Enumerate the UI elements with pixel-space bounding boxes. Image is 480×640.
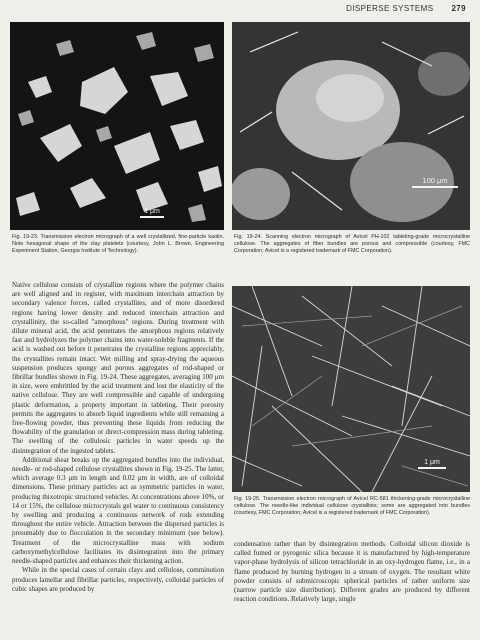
scale-bar-label: 1 μm xyxy=(424,459,440,466)
paragraph: condensation rather than by disintegration methods. Colloidal silicon dioxide is called fumed or pyrogenic silica because it is manufactured by high-temperature vapor-phase hydrolysis of silicon tetrachloride in an oxy-hydrogen flame, i.e., in a flame produced by burning hydrogen in a stream of oxygen. The resultant white powder consists of submicroscopic spherical particles of rather uniform size (narrow particle size distribution). Different grades are produced by different reaction conditions. Relatively large, single xyxy=(234,540,470,604)
paragraph: Additional shear breaks up the aggregated bundles into the individual, needle- or rod-shaped cellulose crystallites shown in Fig. 19-25. The latter, which average 0.3 μm in length and 0.02 μm in width, are of colloidal dimensions. These primary particles act as symmetric particles in water, producing thixotropic structured vehicles. At concentrations above 10%, or 14 or 15%, the cellulose microcrystals gel water to continuous consistency by swelling and producing a continuous network of rods extending throughout the entire vehicle. Attraction between the dispersed particles is presumably due to flocculation in the secondary minimum (see below). Treatment of the microcrystalline mass with sodium carboxymethylcellulose facilitates its disintegration into the primary needle-shaped particles and enhances their thickening action. xyxy=(12,455,224,566)
scale-bar-fig-19-24 xyxy=(412,176,458,188)
figure-caption-19-25: Fig. 19-25. Transmission electron micrograph of Avicel RC-581 thickening-grade microcrystalline cellulose. The needle-like individual cellulose crystallites; some are aggregated into bundles (courtesy, FMC Corporation; Avicel is a registered trademark of FMC Corporation). xyxy=(234,496,470,517)
paragraph: Native cellulose consists of crystalline regions where the polymer chains are well aligned and in register, with maximum interchain attraction by secondary valence forces, called crystallites, and of more disordered regions having lower density and reduced interchain attraction and crystallinity, the so-called "amorphous" regions. During treatment with dilute mineral acid, the acid penetrates the amorphous regions relatively fast and hydrolyzes the polymer chains into water-soluble fragments. If the acid is washed out before it penetrates the crystalline regions appreciably, the crystallites remain intact. Wet milling and spray-drying the aqueous suspension produces spongy and porous aggregates of rod-shaped or fibrillar bundles shown in Fig. 19-24. These aggregates, averaging 100 μm in size, were embrittled by the acid treatment and lost the elasticity of the native cellulose. They are well compressible and capable of undergoing plastic deformation, a property important in tableting. Their porosity permits the aggregates to absorb liquid ingredients while still remaining a free-flowing powder, thus preventing these liquids from reducing the flowability of the granulation or direct-compression mass during tableting. The swelling of the cellulosic particles in water speeds up the disintegration of the ingested tablets. xyxy=(12,281,224,455)
paragraph: While in the special cases of certain clays and cellulose, comminution produces lamellar and fibrillar particles, respectively, colloidal particles of cubic shapes are produced by xyxy=(12,566,224,593)
scale-bar-fig-19-25 xyxy=(418,459,446,469)
micrograph-kaolin xyxy=(10,22,224,230)
figure-caption-19-24: Fig. 19-24. Scanning electron micrograph of Avicel PH-102 tableting-grade microcrystalline cellulose. The aggregates of fiber bundles are porous and compressible (courtesy, FMC Corporation; Avicel is a registered trademark of FMC Corporation). xyxy=(234,234,470,255)
body-text-right xyxy=(234,540,470,604)
body-text-left xyxy=(12,281,224,594)
scale-bar-line xyxy=(418,467,446,469)
section-title: DISPERSE SYSTEMS xyxy=(346,4,434,13)
figure-caption-19-23: Fig. 19-23. Transmission electron micrograph of a well crystallized, fine-particle kaolin. Note hexagonal shape of the clay platelets (courtesy, John L. Brown, Engineering Experiment Station, Georgia Institute of Technology). xyxy=(12,234,224,255)
scale-bar-line xyxy=(412,186,458,188)
micrograph-avicel-ph-102 xyxy=(232,22,470,230)
scale-bar-fig-19-23 xyxy=(140,208,164,218)
page-number: 279 xyxy=(451,4,466,13)
scale-bar-line xyxy=(140,216,164,218)
running-head xyxy=(346,4,466,13)
scale-bar-label: 100 μm xyxy=(422,176,448,185)
scale-bar-label: 1 μm xyxy=(144,208,160,215)
